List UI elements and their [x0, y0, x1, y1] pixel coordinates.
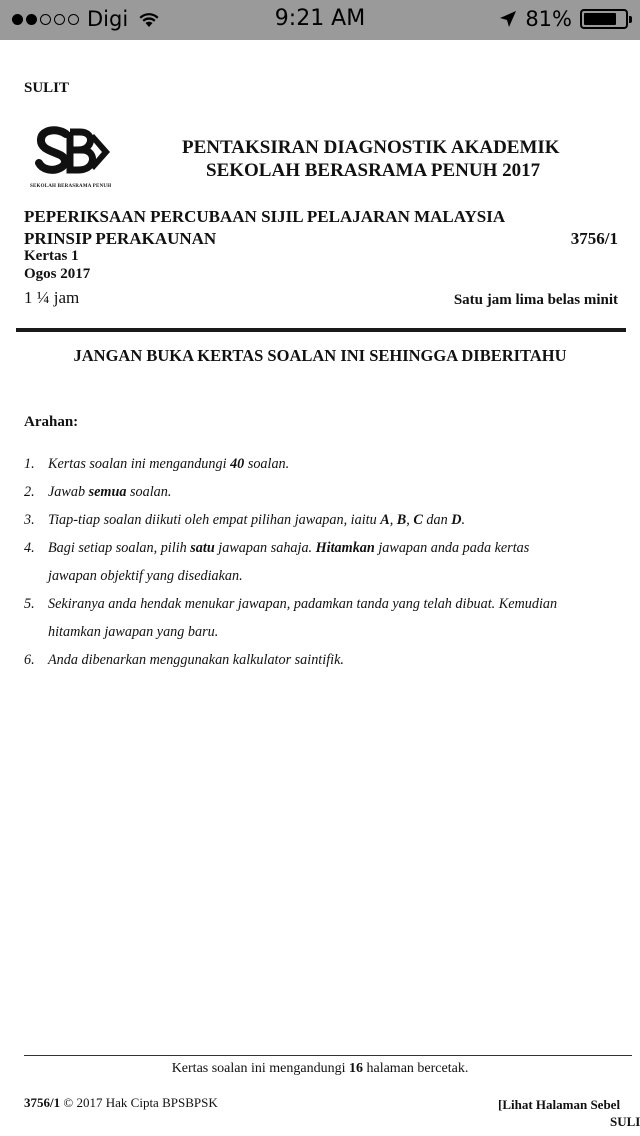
- paper-code: 3756/1: [570, 229, 618, 248]
- location-arrow-icon: [499, 10, 517, 28]
- logo-caption: SEKOLAH BERASRAMA PENUH: [30, 184, 112, 189]
- carrier-name: Digi: [87, 7, 129, 31]
- duration: 1 ¼ jam: [24, 288, 80, 307]
- subject-title: PRINSIP PERAKAUNAN: [24, 229, 217, 248]
- instruction-item: 6. Anda dibenarkan menggunakan kalkulator saintifik.: [24, 652, 344, 668]
- instruction-item: 1. Kertas soalan ini mengandungi 40 soalan.: [24, 456, 290, 472]
- instructions-list: [24, 450, 634, 674]
- heading-line-2: SEKOLAH BERASRAMA PENUH 2017: [206, 160, 541, 181]
- instruction-item: 3. Tiap-tiap soalan diikuti oleh empat pilihan jawapan, iaitu A, B, C dan D.: [24, 512, 465, 528]
- sulit-label: SULIT: [24, 80, 70, 96]
- status-time: 9:21 AM: [274, 6, 366, 31]
- header-divider: [16, 328, 626, 332]
- exam-cover-page: [0, 40, 640, 1136]
- footer-sulit: SULI: [610, 1114, 640, 1129]
- instructions-heading: Arahan:: [24, 414, 79, 430]
- instruction-item: 2. Jawab semua soalan.: [24, 484, 172, 500]
- warning-notice: JANGAN BUKA KERTAS SOALAN INI SEHINGGA DIBERITAHU: [73, 346, 567, 365]
- footer-next-page: [Lihat Halaman Sebel: [498, 1097, 621, 1112]
- page-count-note: Kertas soalan ini mengandungi 16 halaman bercetak.: [171, 1061, 469, 1076]
- instruction-item: 4. Bagi setiap soalan, pilih satu jawapan sahaja. Hitamkan jawapan anda pada kertas jawapan objektif yang disediakan.: [24, 540, 530, 584]
- paper-number: Kertas 1: [24, 248, 79, 264]
- footer-divider: [24, 1055, 632, 1056]
- status-bar: [0, 0, 640, 40]
- sbp-logo-icon: [30, 124, 130, 192]
- heading-line-1: PENTAKSIRAN DIAGNOSTIK AKADEMIK: [182, 137, 560, 158]
- footer-copyright: 3756/1 © 2017 Hak Cipta BPSBPSK: [24, 1095, 218, 1110]
- duration-in-words: Satu jam lima belas minit: [453, 292, 618, 308]
- exam-date: Ogos 2017: [24, 266, 91, 282]
- instruction-item: 5. Sekiranya anda hendak menukar jawapan, padamkan tanda yang telah dibuat. Kemudian hitamkan jawapan yang baru.: [24, 596, 558, 640]
- exam-title: PEPERIKSAAN PERCUBAAN SIJIL PELAJARAN MALAYSIA: [24, 207, 506, 226]
- battery-percent: 81%: [525, 7, 572, 31]
- battery-icon: [580, 9, 628, 29]
